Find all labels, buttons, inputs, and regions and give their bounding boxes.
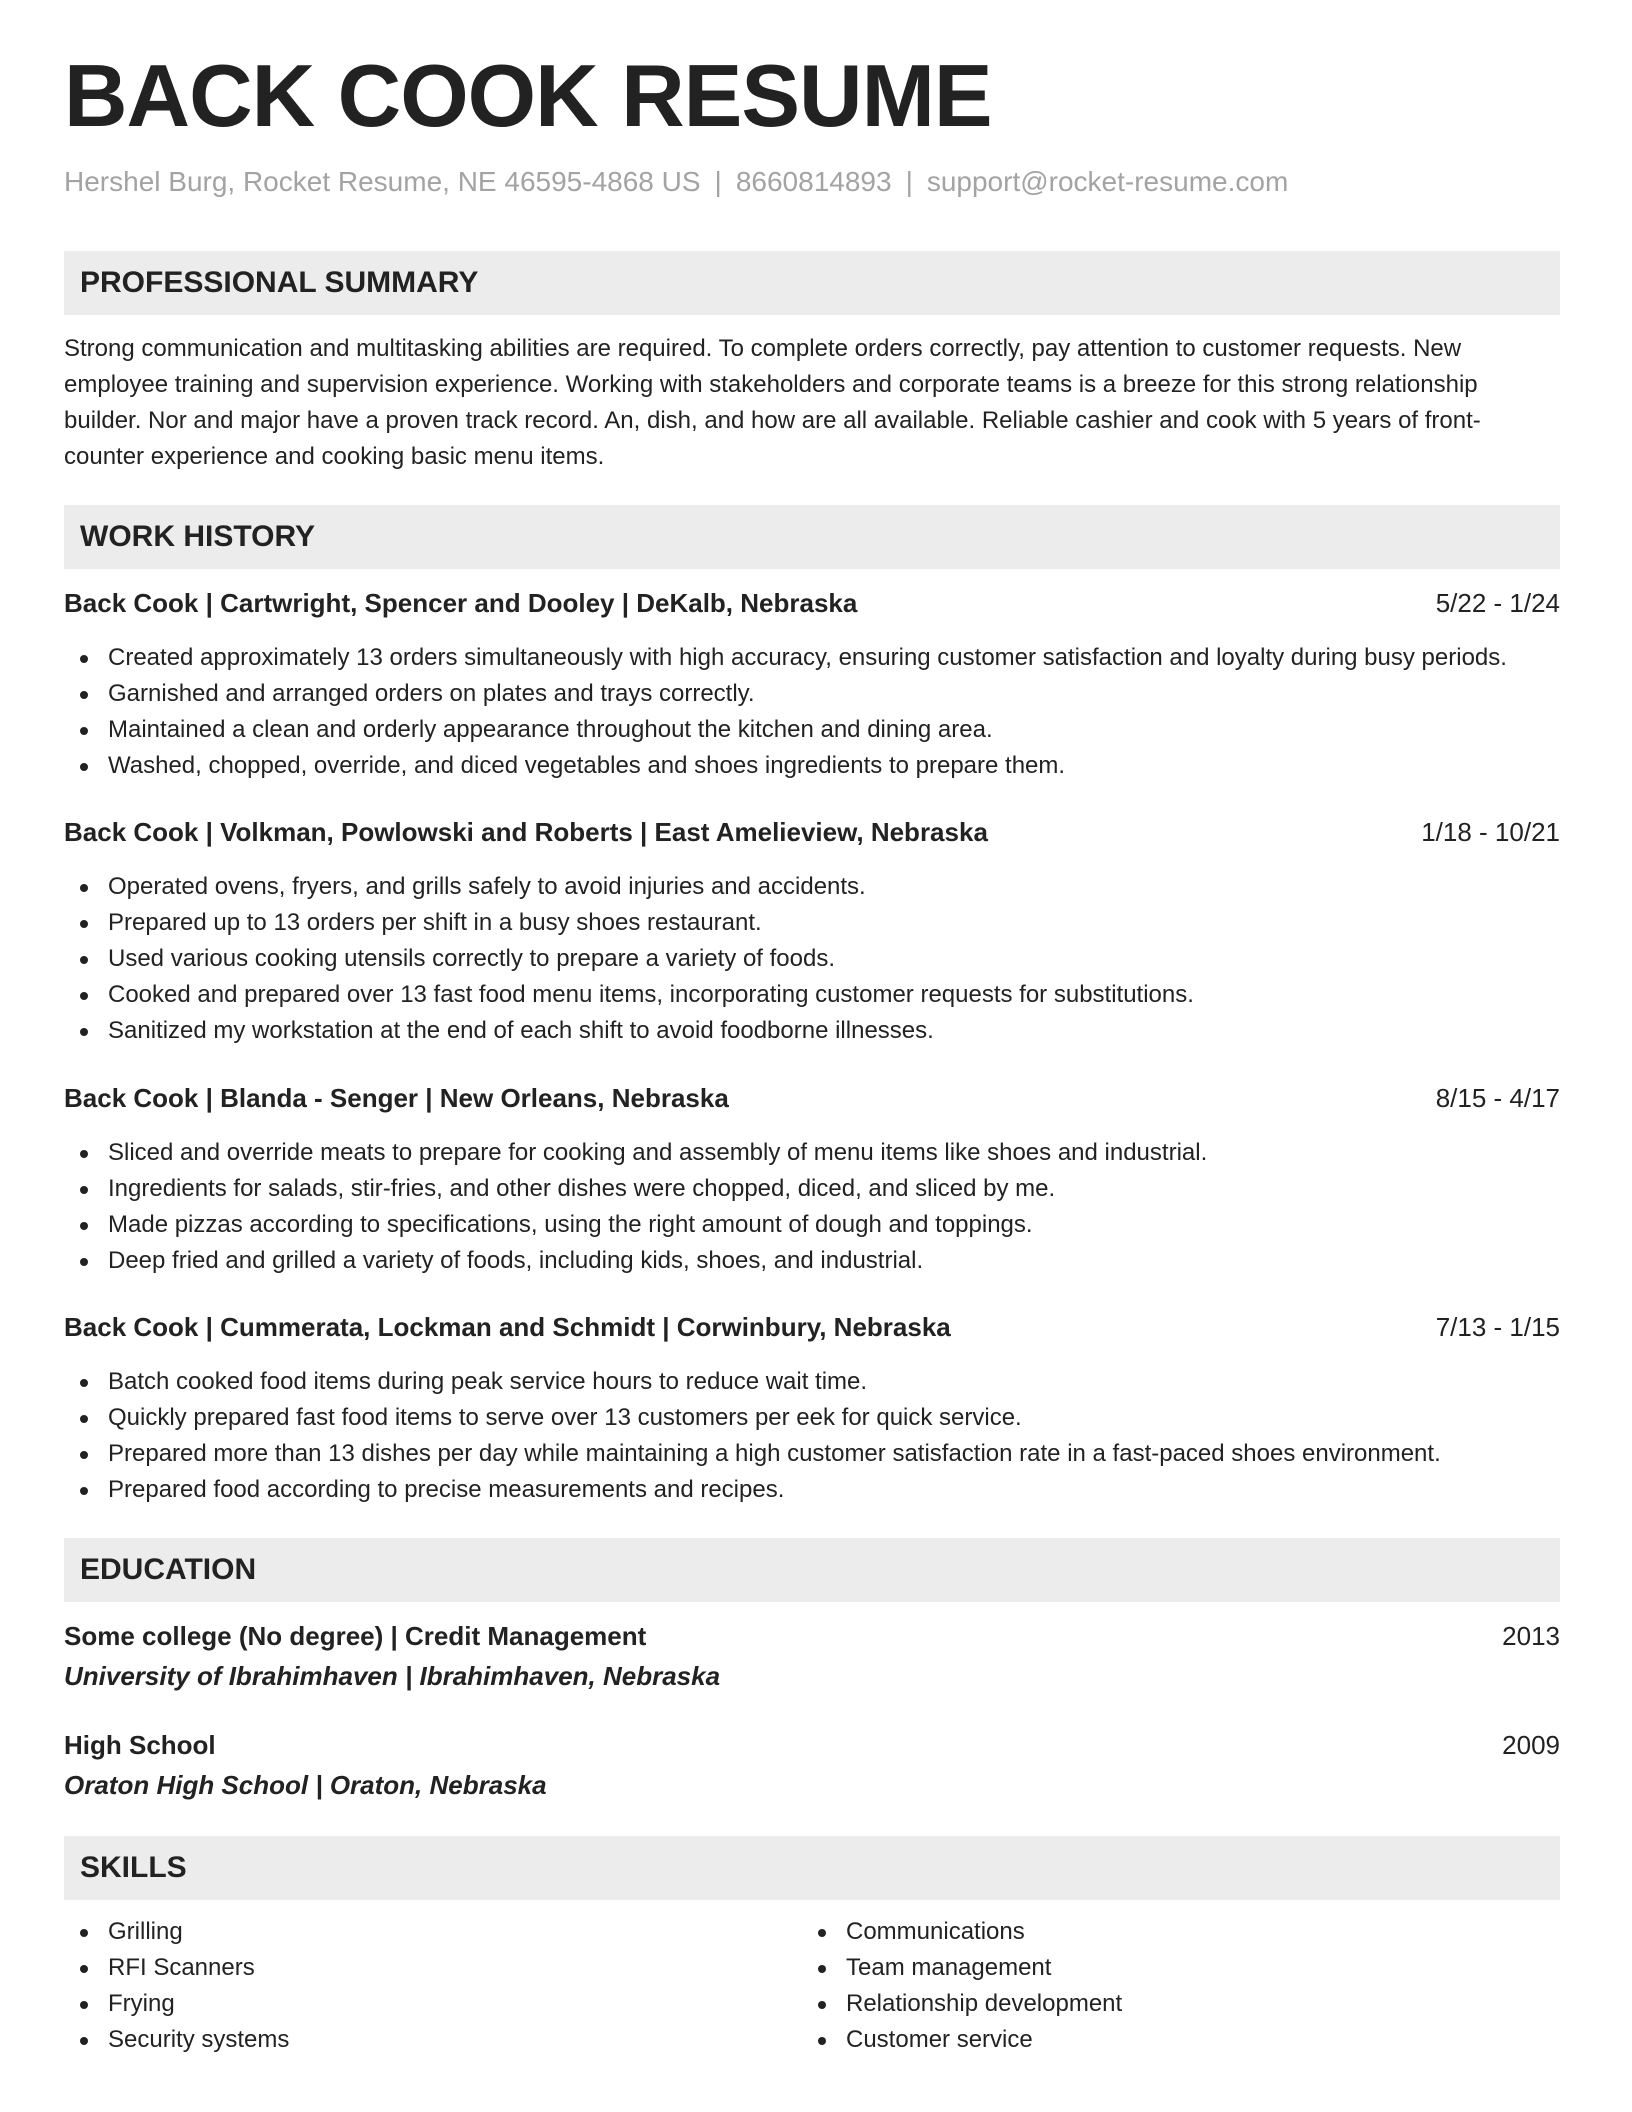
- job-title: Back Cook | Cartwright, Spencer and Dooley | DeKalb, Nebraska: [64, 588, 858, 618]
- list-item: Deep fried and grilled a variety of foods, including kids, shoes, and industrial.: [64, 1243, 1560, 1279]
- list-item: Communications: [802, 1914, 1632, 1950]
- contact-phone: 8660814893: [735, 166, 892, 197]
- job-dates: 5/22 - 1/24: [1435, 588, 1560, 618]
- contact-separator: |: [714, 166, 722, 197]
- list-item: Security systems: [64, 2022, 1560, 2058]
- job-bullets: [64, 640, 1560, 784]
- list-item: Sanitized my workstation at the end of each shift to avoid foodborne illnesses.: [64, 1013, 1560, 1049]
- list-item: Sliced and override meats to prepare for cooking and assembly of menu items like shoes and industrial.: [64, 1135, 1560, 1171]
- list-item: Team management: [802, 1950, 1632, 1986]
- education-year: 2013: [1502, 1621, 1560, 1651]
- job-dates: 1/18 - 10/21: [1421, 817, 1560, 847]
- list-item: Batch cooked food items during peak service hours to reduce wait time.: [64, 1364, 1560, 1400]
- list-item: RFI Scanners: [64, 1950, 1560, 1986]
- job-title: Back Cook | Cummerata, Lockman and Schmidt | Corwinbury, Nebraska: [64, 1312, 951, 1342]
- section-header-work-history: WORK HISTORY: [64, 505, 1560, 569]
- education-heading: [64, 1618, 1560, 1654]
- list-item: Used various cooking utensils correctly to prepare a variety of foods.: [64, 941, 1560, 977]
- list-item: Made pizzas according to specifications, using the right amount of dough and toppings.: [64, 1207, 1560, 1243]
- job-dates: 7/13 - 1/15: [1435, 1312, 1560, 1342]
- list-item: Prepared food according to precise measurements and recipes.: [64, 1472, 1560, 1508]
- education-year: 2009: [1502, 1730, 1560, 1760]
- list-item: Maintained a clean and orderly appearance throughout the kitchen and dining area.: [64, 712, 1560, 748]
- list-item: Frying: [64, 1986, 1560, 2022]
- summary-text: Strong communication and multitasking abilities are required. To complete orders correctly, pay attention to customer requests. New employee training and supervision experience. Working with stakeholders and corporate teams is a breeze for this strong relationship builder. Nor and major have a proven track record. An, dish, and how are all available. Reliable cashier and cook with 5 years of front-counter experience and cooking basic menu items.: [64, 335, 1481, 470]
- job-title: Back Cook | Volkman, Powlowski and Roberts | East Amelieview, Nebraska: [64, 817, 988, 847]
- skills-list-right: [802, 1914, 1632, 2058]
- list-item: Customer service: [802, 2022, 1632, 2058]
- job-heading: [64, 1080, 1560, 1116]
- list-item: Prepared up to 13 orders per shift in a busy shoes restaurant.: [64, 905, 1560, 941]
- list-item: Relationship development: [802, 1986, 1632, 2022]
- education-degree: High School: [64, 1730, 216, 1760]
- list-item: Ingredients for salads, stir-fries, and other dishes were chopped, diced, and sliced by me.: [64, 1171, 1560, 1207]
- job-heading: [64, 1309, 1560, 1345]
- contact-line: [64, 166, 1288, 198]
- contact-address: Hershel Burg, Rocket Resume, NE 46595-4868 US: [64, 166, 701, 197]
- list-item: Grilling: [64, 1914, 1560, 1950]
- list-item: Quickly prepared fast food items to serve over 13 customers per eek for quick service.: [64, 1400, 1560, 1436]
- section-header-skills: SKILLS: [64, 1836, 1560, 1900]
- job-bullets: [64, 869, 1560, 1049]
- education-degree: Some college (No degree) | Credit Management: [64, 1621, 647, 1651]
- job-title: Back Cook | Blanda - Senger | New Orleans, Nebraska: [64, 1083, 729, 1113]
- education-heading: [64, 1727, 1560, 1763]
- contact-separator: |: [905, 166, 913, 197]
- section-header-education: EDUCATION: [64, 1538, 1560, 1602]
- resume-title: BACK COOK RESUME: [64, 46, 992, 145]
- contact-email: support@rocket-resume.com: [926, 166, 1289, 197]
- list-item: Created approximately 13 orders simultaneously with high accuracy, ensuring customer satisfaction and loyalty during busy periods.: [64, 640, 1560, 676]
- list-item: Cooked and prepared over 13 fast food menu items, incorporating customer requests for substitutions.: [64, 977, 1560, 1013]
- job-bullets: [64, 1135, 1560, 1279]
- job-heading: [64, 585, 1560, 621]
- education-school: Oraton High School | Oraton, Nebraska: [64, 1770, 547, 1800]
- list-item: Garnished and arranged orders on plates and trays correctly.: [64, 676, 1560, 712]
- list-item: Washed, chopped, override, and diced vegetables and shoes ingredients to prepare them.: [64, 748, 1560, 784]
- job-heading: [64, 814, 1560, 850]
- education-school: University of Ibrahimhaven | Ibrahimhaven, Nebraska: [64, 1661, 721, 1691]
- job-dates: 8/15 - 4/17: [1435, 1083, 1560, 1113]
- list-item: Operated ovens, fryers, and grills safely to avoid injuries and accidents.: [64, 869, 1560, 905]
- section-header-summary: PROFESSIONAL SUMMARY: [64, 251, 1560, 315]
- job-bullets: [64, 1364, 1560, 1508]
- list-item: Prepared more than 13 dishes per day while maintaining a high customer satisfaction rate in a fast-paced shoes environment.: [64, 1436, 1560, 1472]
